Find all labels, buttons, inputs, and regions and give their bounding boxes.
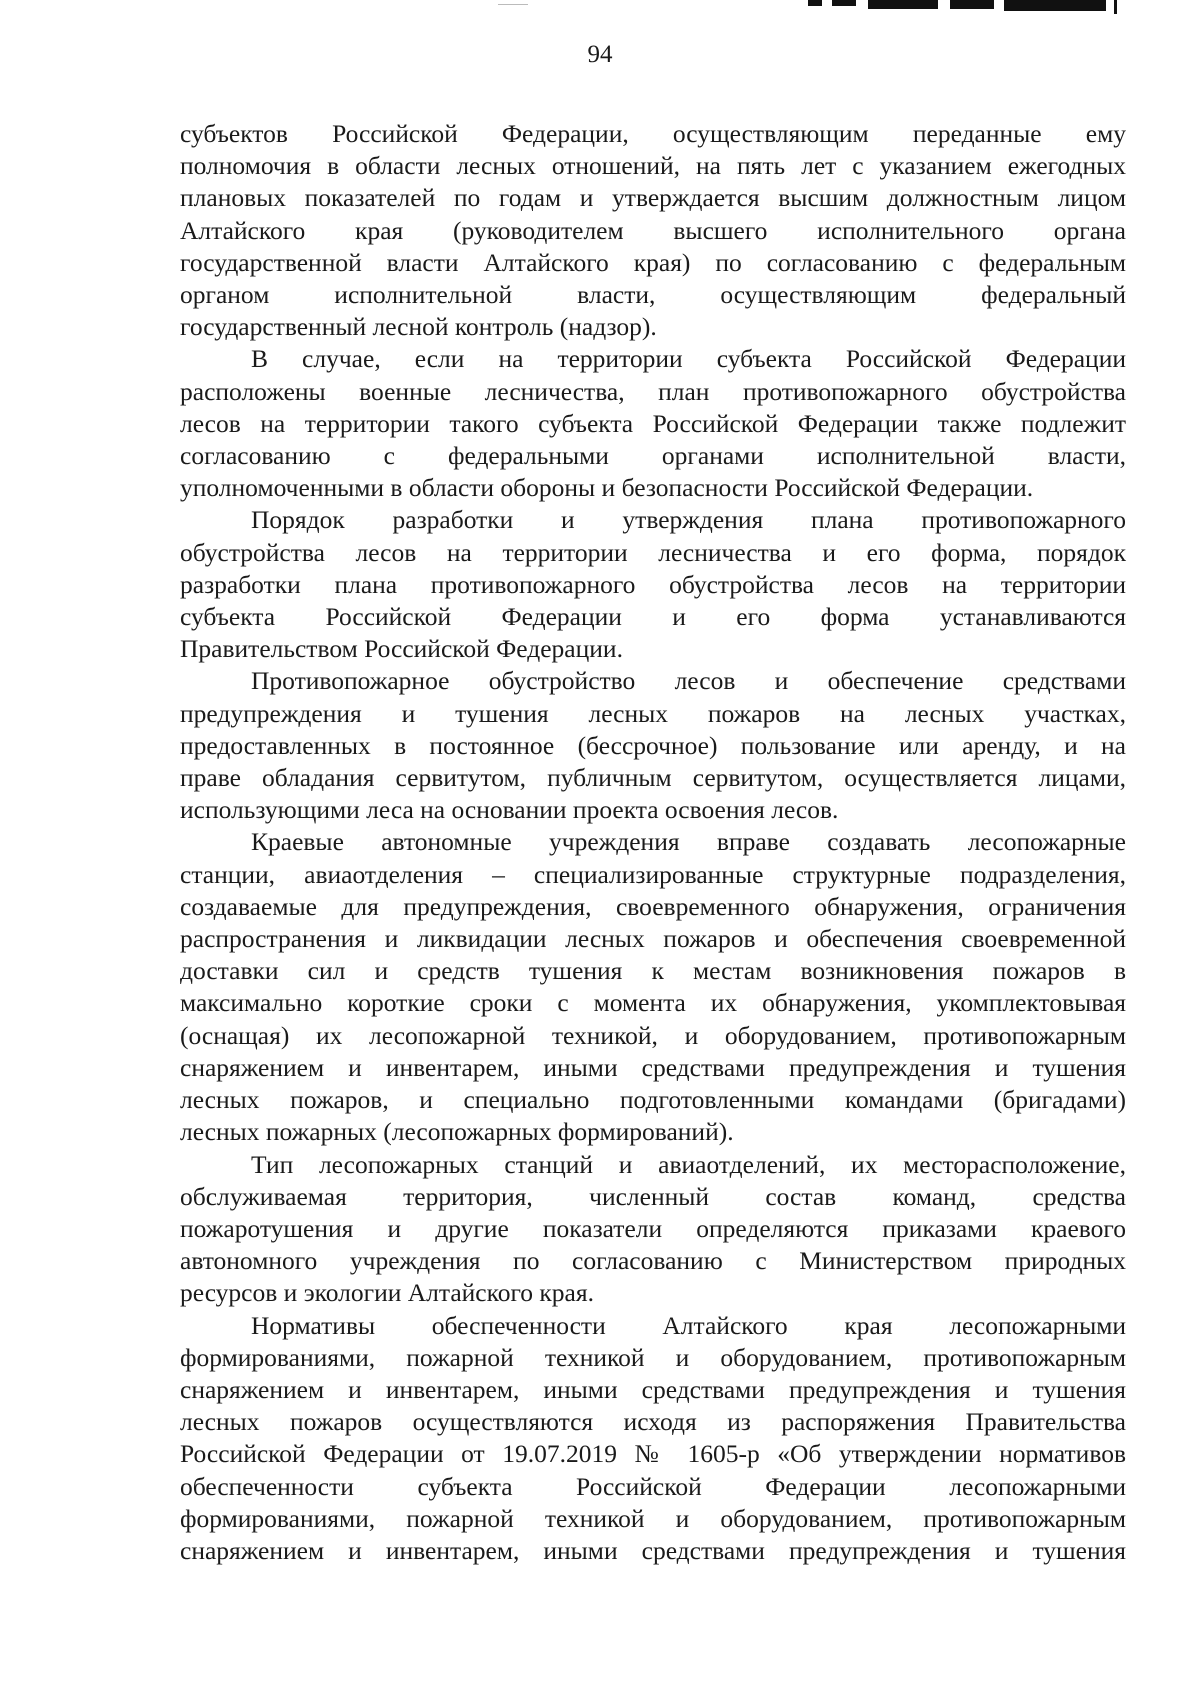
text-line: расположены военные лесничества, план противопожарного обустройства <box>180 376 1126 406</box>
text-line: использующими леса на основании проекта освоения лесов. <box>180 795 839 825</box>
text-line: распространения и ликвидации лесных пожаров и обеспечения своевременной <box>180 924 1126 954</box>
scan-artifact-mark <box>1004 0 1106 11</box>
text-line: государственной власти Алтайского края) по согласованию с федеральным <box>180 247 1126 277</box>
text-line: разработки плана противопожарного обустройства лесов на территории <box>180 569 1126 599</box>
text-line: плановых показателей по годам и утверждается высшим должностным лицом <box>180 183 1126 213</box>
text-line: субъектов Российской Федерации, осуществляющим переданные ему <box>180 119 1126 148</box>
text-line: доставки сил и средств тушения к местам возникновения пожаров в <box>180 956 1126 986</box>
text-line: лесных пожаров, и специально подготовленными командами (бригадами) <box>180 1085 1126 1115</box>
paragraph <box>180 665 1126 826</box>
text-line: Тип лесопожарных станций и авиаотделений, их месторасположение, <box>251 1149 1126 1179</box>
text-line: Противопожарное обустройство лесов и обеспечение средствами <box>251 666 1126 696</box>
text-line: праве обладания сервитутом, публичным сервитутом, осуществляется лицами, <box>180 763 1126 793</box>
text-line: субъекта Российской Федерации и его форма устанавливаются <box>180 602 1126 632</box>
text-line: обеспеченности субъекта Российской Федерации лесопожарными <box>180 1471 1126 1501</box>
text-line: уполномоченными в области обороны и безопасности Российской Федерации. <box>180 473 1034 503</box>
text-line: лесных пожаров осуществляются исходя из распоряжения Правительства <box>180 1407 1126 1437</box>
text-line: ресурсов и экологии Алтайского края. <box>180 1278 594 1308</box>
paragraph <box>180 1310 1126 1568</box>
page-number: 94 <box>587 41 613 68</box>
text-line: создаваемые для предупреждения, своевременного обнаружения, ограничения <box>180 891 1126 921</box>
text-line: снаряжением и инвентарем, иными средствами предупреждения и тушения <box>180 1374 1126 1404</box>
text-line: Краевые автономные учреждения вправе создавать лесопожарные <box>251 827 1126 857</box>
text-line: согласованию с федеральными органами исполнительной власти, <box>180 441 1126 471</box>
text-line: пожаротушения и другие показатели определяются приказами краевого <box>180 1213 1126 1243</box>
text-line: органом исполнительной власти, осуществляющим федеральный <box>180 280 1126 310</box>
text-line: формированиями, пожарной техникой и оборудованием, противопожарным <box>180 1342 1126 1372</box>
text-line: автономного учреждения по согласованию с Министерством природных <box>180 1246 1126 1276</box>
text-line: обустройства лесов на территории лесничества и его форма, порядок <box>180 537 1126 567</box>
scan-artifact-mark <box>868 0 938 9</box>
text-line: Алтайского края (руководителем высшего исполнительного органа <box>180 215 1126 245</box>
text-line: лесов на территории такого субъекта Российской Федерации также подлежит <box>180 408 1126 438</box>
text-line: государственный лесной контроль (надзор). <box>180 312 657 342</box>
paragraph <box>180 118 1126 343</box>
paragraph <box>180 1149 1126 1310</box>
scan-artifact-mark <box>950 0 994 9</box>
scan-artifact-line <box>498 4 528 5</box>
text-line: предоставленных в постоянное (бессрочное) пользование или аренду, и на <box>180 730 1126 760</box>
scan-artifact-mark <box>808 0 822 6</box>
text-line: станции, авиаотделения – специализированные структурные подразделения, <box>180 859 1126 889</box>
text-line: снаряжением и инвентарем, иными средствами предупреждения и тушения <box>180 1052 1126 1082</box>
text-line: обслуживаемая территория, численный состав команд, средства <box>180 1181 1126 1211</box>
paragraph <box>180 343 1126 504</box>
document-body <box>180 118 1126 1567</box>
text-line: формированиями, пожарной техникой и оборудованием, противопожарным <box>180 1503 1126 1533</box>
paragraph <box>180 504 1126 665</box>
text-line: снаряжением и инвентарем, иными средствами предупреждения и тушения <box>180 1535 1126 1565</box>
text-line: полномочия в области лесных отношений, на пять лет с указанием ежегодных <box>180 151 1126 181</box>
text-line: В случае, если на территории субъекта Российской Федерации <box>251 344 1126 374</box>
text-line: (оснащая) их лесопожарной техникой, и оборудованием, противопожарным <box>180 1020 1126 1050</box>
text-line: лесных пожарных (лесопожарных формирований). <box>180 1117 734 1147</box>
paragraph <box>180 826 1126 1148</box>
text-line: Российской Федерации от 19.07.2019 № 1605-р «Об утверждении нормативов <box>180 1439 1126 1469</box>
text-line: максимально короткие сроки с момента их обнаружения, укомплектовывая <box>180 988 1126 1018</box>
text-line: Нормативы обеспеченности Алтайского края лесопожарными <box>251 1310 1126 1340</box>
text-line: Правительством Российской Федерации. <box>180 634 623 664</box>
text-line: Порядок разработки и утверждения плана противопожарного <box>251 505 1126 535</box>
text-line: предупреждения и тушения лесных пожаров на лесных участках, <box>180 698 1126 728</box>
scan-artifact-mark <box>1114 0 1117 14</box>
scan-artifact-mark <box>832 0 856 6</box>
